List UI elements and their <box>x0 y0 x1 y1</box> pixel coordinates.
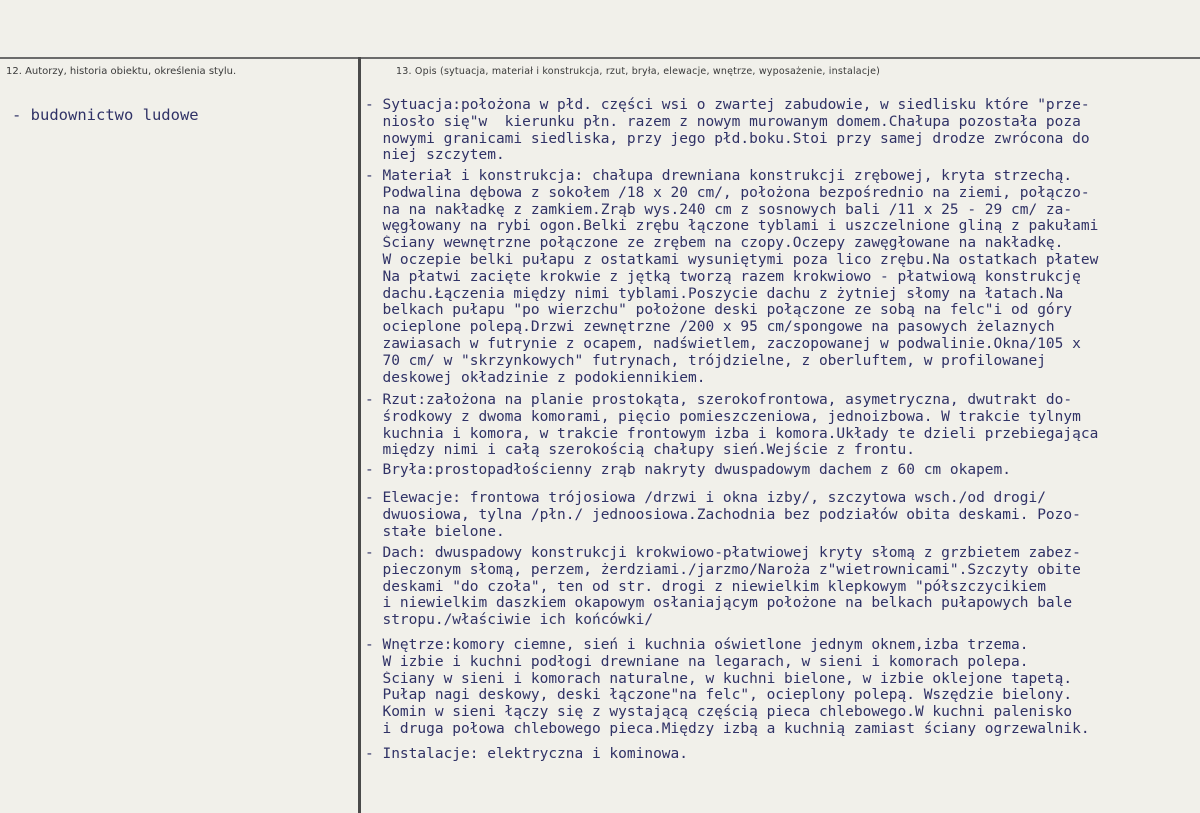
header-rule <box>0 57 1200 59</box>
text-line: Ściany w sieni i komorach naturalne, w kuchni bielone, w izbie oklejone tapetą. <box>365 670 1073 687</box>
text-line: dwuosiowa, tylna /płn./ jednoosiowa.Zachodnia bez podziałów obita deskami. Pozo- <box>365 506 1081 523</box>
section-wnetrze <box>365 637 1195 738</box>
text-line: węgłowany na rybi ogon.Belki zrębu łączone tyblami i uszczelnione gliną z pakułami <box>365 218 1099 235</box>
text-line: Pułap nagi deskowy, deski łączone"na felc", ocieplony polepą. Wszędzie bielony. <box>365 687 1073 704</box>
text-line: kuchnia i komora, w trakcie frontowym izba i komora.Układy te dzieli przebiegająca <box>365 425 1099 442</box>
text-line: - Dach: dwuspadowy konstrukcji krokwiowo-płatwiowej kryty słomą z grzbietem zabez- <box>365 545 1081 561</box>
text-line: - Bryła:prostopadłościenny zrąb nakryty dwuspadowym dachem z 60 cm okapem. <box>365 462 1012 478</box>
text-line: deskami "do czoła", ten od str. drogi z niewielkim klepkowym "półszczycikiem <box>365 578 1046 595</box>
text-line: zawiasach w futrynie z ocapem, nadświetlem, zaczopowanej w podwalinie.Okna/105 x <box>365 335 1081 352</box>
section-dach <box>365 545 1195 629</box>
section-elewacje <box>365 490 1195 540</box>
section-bryla <box>365 462 1195 479</box>
text-line: stałe bielone. <box>365 523 505 540</box>
text-line: dachu.Łączenia między nimi tyblami.Poszycie dachu z żytniej słomy na łatach.Na <box>365 285 1064 302</box>
text-line: stropu./właściwie ich końcówki/ <box>365 612 654 629</box>
text-line: między nimi i całą szerokością chałupy sień.Wejście z frontu. <box>365 442 915 459</box>
text-line: niosło się"w kierunku płn. razem z nowym murowanym domem.Chałupa pozostała poza <box>365 113 1081 130</box>
text-line: ocieplone polepą.Drzwi zewnętrzne /200 x 95 cm/spongowe na pasowych żelaznych <box>365 319 1055 336</box>
section-rzut <box>365 392 1195 459</box>
header-left-label: 12. Autorzy, historia obiektu, określenia stylu. <box>6 66 237 77</box>
text-line: W oczepie belki pułapu z ostatkami wysuniętymi poza lico zrębu.Na ostatkach płatew <box>365 251 1099 268</box>
text-line: nowymi granicami siedliska, przy jego płd.boku.Stoi przy samej drodze zwrócona do <box>365 130 1090 147</box>
text-line: Podwalina dębowa z sokołem /18 x 20 cm/, położona bezpośrednio na ziemi, połączo- <box>365 184 1090 201</box>
text-line: pieczonym słomą, perzem, żerdziami./jarzmo/Naroża z"wietrownicami".Szczyty obite <box>365 561 1081 578</box>
section-instalacje <box>365 746 1195 763</box>
text-line: - Wnętrze:komory ciemne, sień i kuchnia oświetlone jednym oknem,izba trzema. <box>365 637 1029 653</box>
section-material-konstrukcja <box>365 168 1195 386</box>
text-line: środkowy z dwoma komorami, pięcio pomieszczeniowa, jednoizbowa. W trakcie tylnym <box>365 408 1081 425</box>
text-line: - Sytuacja:położona w płd. części wsi o zwartej zabudowie, w siedlisku które "prze- <box>365 97 1090 113</box>
text-line: niej szczytem. <box>365 147 505 164</box>
text-line: Komin w sieni łączy się z wystającą częścią pieca chlebowego.W kuchni palenisko <box>365 704 1073 721</box>
text-line: belkach pułapu "po wierzchu" położone deski połączone ze sobą na felc"i od góry <box>365 302 1073 319</box>
text-line: i niewielkim daszkiem okapowym osłaniającym położone na belkach pułapowych bale <box>365 595 1073 612</box>
text-line: 70 cm/ w "skrzynkowych" futrynach, trójdzielne, z oberluftem, w profilowanej <box>365 352 1046 369</box>
text-line: - Elewacje: frontowa trójosiowa /drzwi i okna izby/, szczytowa wsch./od drogi/ <box>365 490 1046 506</box>
text-line: na na nakładkę z zamkiem.Zrąb wys.240 cm z sosnowych bali /11 x 25 - 29 cm/ za- <box>365 201 1073 218</box>
text-line: - Materiał i konstrukcja: chałupa drewniana konstrukcji zrębowej, kryta strzechą. <box>365 168 1073 184</box>
text-line: - Rzut:założona na planie prostokąta, szerokofrontowa, asymetryczna, dwutrakt do- <box>365 392 1073 408</box>
text-line: Ściany wewnętrzne połączone ze zrębem na czopy.Oczepy zawęgłowane na nakładkę. <box>365 235 1064 252</box>
text-line: deskowej okładzinie z podokiennikiem. <box>365 369 706 386</box>
section-sytuacja <box>365 97 1195 164</box>
style-note: - budownictwo ludowe <box>12 106 199 124</box>
header-right-label: 13. Opis (sytuacja, materiał i konstrukcja, rzut, bryła, elewacje, wnętrze, wyposażenie, instalacje) <box>396 66 881 77</box>
column-divider <box>358 57 361 813</box>
text-line: i druga połowa chlebowego pieca.Między izbą a kuchnią zamiast ściany ogrzewalnik. <box>365 720 1090 737</box>
text-line: - Instalacje: elektryczna i kominowa. <box>365 746 689 762</box>
text-line: Na płatwi zacięte krokwie z jętką tworzą razem krokwiowo - płatwiową konstrukcję <box>365 268 1081 285</box>
text-line: W izbie i kuchni podłogi drewniane na legarach, w sieni i komorach polepa. <box>365 653 1029 670</box>
